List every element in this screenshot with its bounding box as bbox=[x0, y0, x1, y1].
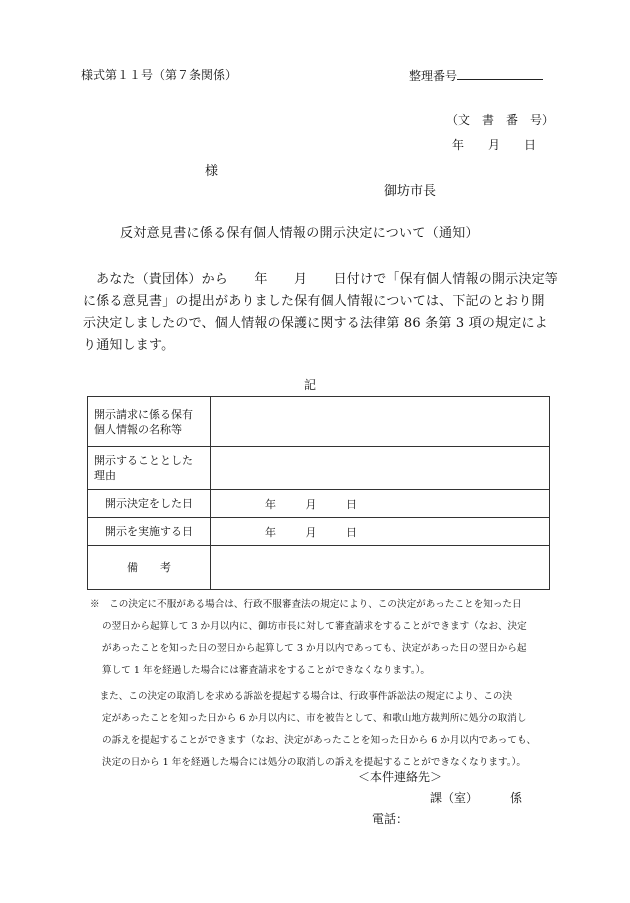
ki-heading: 記 bbox=[304, 378, 317, 392]
note-line-3: があったことを知った日の翌日から起算して 3 か月以内であっても、決定があった日の翌日から起 bbox=[102, 643, 527, 654]
row-label-line: 理由 bbox=[94, 469, 116, 482]
row-value-info-name bbox=[211, 397, 550, 447]
table-row bbox=[88, 546, 550, 590]
row-label-implementation-date: 開示を実施する日 bbox=[88, 518, 211, 546]
form-number: 様式第１１号（第７条関係） bbox=[81, 68, 238, 82]
row-label-line: 個人情報の名称等 bbox=[94, 422, 182, 436]
note-line-4: 算して 1 年を経過した場合には審査請求をすることができなくなります。）。 bbox=[102, 665, 431, 676]
date-day: 日 bbox=[346, 497, 357, 511]
row-label-reason bbox=[88, 447, 211, 490]
table-row bbox=[88, 518, 550, 546]
body-line-2: に係る意見書」の提出がありました保有個人情報については、下記のとおり開 bbox=[83, 294, 545, 309]
note-line-8: 決定の日から 1 年を経過した場合には処分の取消しの訴えを提起することができなくなります。）。 bbox=[102, 757, 526, 768]
note-line-2: の翌日から起算して 3 か月以内に、御坊市長に対して審査請求をすることができます（なお、決定 bbox=[102, 621, 527, 632]
date-year: 年 bbox=[265, 525, 276, 539]
date-month: 月 bbox=[305, 525, 317, 539]
reference-number bbox=[409, 66, 543, 84]
row-label-line: 開示請求に係る保有 bbox=[94, 407, 193, 421]
row-value-decision-date bbox=[211, 490, 550, 518]
date-line: 年 月 日 bbox=[452, 138, 537, 152]
note-line-7: の訴えを提起することができます（なお、決定があったことを知った日から 6 か月以内であっても、 bbox=[102, 735, 537, 746]
note-line-1: ※ この決定に不服がある場合は、行政不服審査法の規定により、この決定があったことを知った日 bbox=[90, 599, 522, 610]
table-row bbox=[88, 397, 550, 447]
addressee-suffix: 様 bbox=[205, 164, 219, 179]
row-label-line: 開示することとした bbox=[94, 454, 193, 467]
sender: 御坊市長 bbox=[384, 184, 437, 199]
body-line-1: あなた（貴団体）から 年 月 日付けで「保有個人情報の開示決定等 bbox=[96, 272, 559, 287]
row-label-remarks: 備 考 bbox=[88, 546, 211, 590]
row-label-info-name bbox=[88, 397, 211, 447]
table-row bbox=[88, 447, 550, 490]
reference-number-blank bbox=[457, 66, 543, 80]
contact-section: 課（室） bbox=[430, 791, 479, 805]
contact-staff: 係 bbox=[510, 791, 523, 805]
table-row bbox=[88, 490, 550, 518]
page-title: 反対意見書に係る保有個人情報の開示決定について（通知） bbox=[120, 226, 479, 241]
contact-phone-label: 電話： bbox=[372, 812, 409, 826]
row-label-decision-date: 開示決定をした日 bbox=[88, 490, 211, 518]
note-line-5: また、この決定の取消しを求める訴訟を提起する場合は、行政事件訴訟法の規定により、この決 bbox=[90, 691, 513, 702]
info-table bbox=[87, 396, 550, 590]
date-month: 月 bbox=[305, 497, 317, 511]
reference-number-label: 整理番号 bbox=[409, 69, 458, 83]
body-line-4: り通知します。 bbox=[83, 338, 175, 353]
note-line-6: 定があったことを知った日から 6 か月以内に、市を被告として、和歌山地方裁判所に処分の取消し bbox=[102, 713, 527, 724]
row-value-implementation-date bbox=[211, 518, 550, 546]
doc-number: （文 書 番 号） bbox=[446, 113, 555, 127]
date-day: 日 bbox=[346, 525, 357, 539]
row-value-remarks bbox=[211, 546, 550, 590]
row-value-reason bbox=[211, 447, 550, 490]
body-line-3: 示決定しましたので、個人情報の保護に関する法律第 86 条第 3 項の規定によ bbox=[83, 316, 548, 331]
date-year: 年 bbox=[265, 497, 276, 511]
contact-heading: ＜本件連絡先＞ bbox=[358, 770, 443, 784]
